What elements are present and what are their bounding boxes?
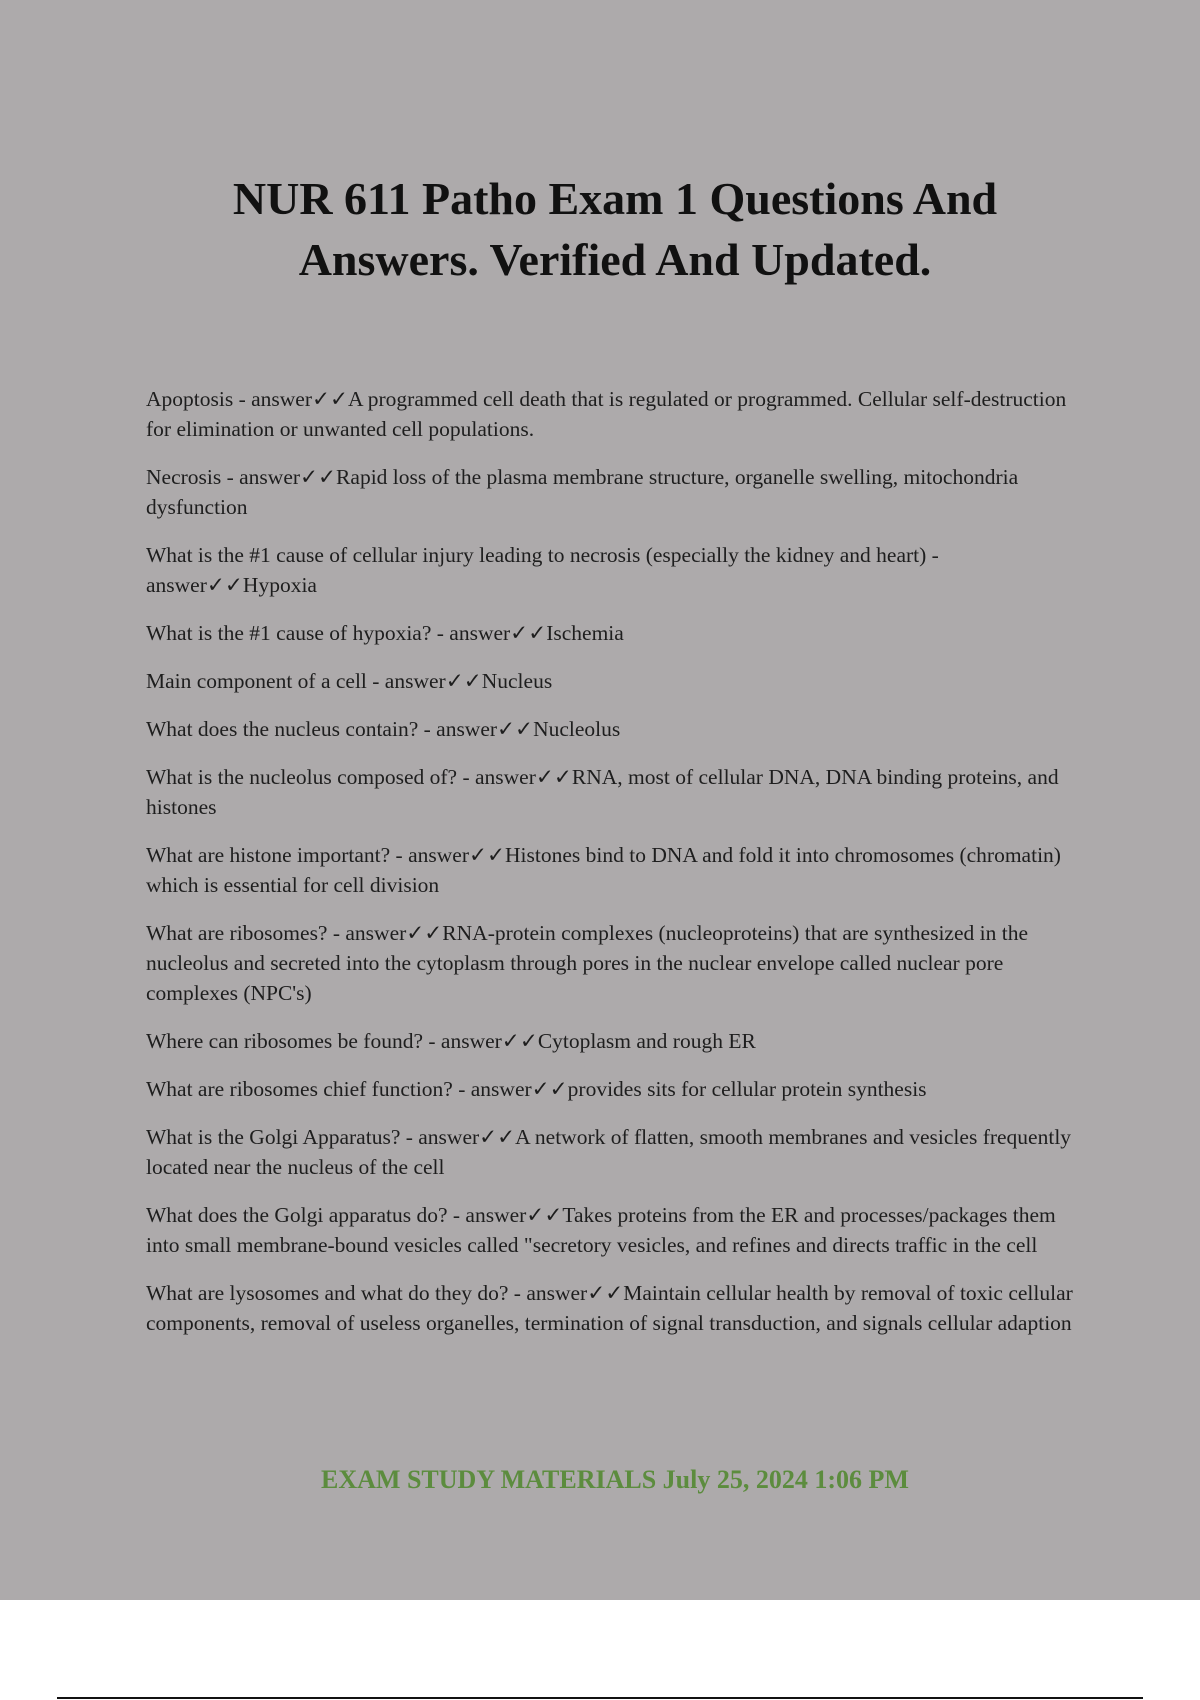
qa-entry: What are ribosomes chief function? - answer✓✓provides sits for cellular protein synthesis bbox=[146, 1077, 927, 1101]
qa-list bbox=[146, 384, 1086, 1356]
qa-entry: What is the #1 cause of hypoxia? - answer✓✓Ischemia bbox=[146, 621, 624, 645]
qa-entry: Main component of a cell - answer✓✓Nucleus bbox=[146, 669, 553, 693]
exam-footer-label: EXAM STUDY MATERIALS July 25, 2024 1:06 PM bbox=[321, 1465, 909, 1494]
qa-entry: What are lysosomes and what do they do? - answer✓✓Maintain cellular health by removal of toxic cellular components, removal of useless organelles, termination of signal transduction, and signals cellular adaption bbox=[146, 1281, 1073, 1335]
qa-entry: What does the Golgi apparatus do? - answer✓✓Takes proteins from the ER and processes/packages them into small membrane-bound vesicles called "secretory vesicles, and refines and directs traffic in the cell bbox=[146, 1203, 1056, 1257]
qa-entry: Where can ribosomes be found? - answer✓✓Cytoplasm and rough ER bbox=[146, 1029, 756, 1053]
qa-entry: Apoptosis - answer✓✓A programmed cell death that is regulated or programmed. Cellular self-destruction for elimination or unwanted cell populations. bbox=[146, 387, 1067, 441]
qa-entry: What are histone important? - answer✓✓Histones bind to DNA and fold it into chromosomes (chromatin) which is essential for cell division bbox=[146, 843, 1061, 897]
bottom-divider bbox=[57, 1697, 1143, 1699]
qa-entry: What is the #1 cause of cellular injury leading to necrosis (especially the kidney and heart) - answer✓✓Hypoxia bbox=[146, 543, 939, 597]
qa-entry: What is the Golgi Apparatus? - answer✓✓A network of flatten, smooth membranes and vesicles frequently located near the nucleus of the cell bbox=[146, 1125, 1072, 1179]
document-title: NUR 611 Patho Exam 1 Questions And Answers. Verified And Updated. bbox=[232, 173, 998, 285]
qa-entry: What is the nucleolus composed of? - answer✓✓RNA, most of cellular DNA, DNA binding proteins, and histones bbox=[146, 765, 1059, 819]
qa-entry: What does the nucleus contain? - answer✓✓Nucleolus bbox=[146, 717, 621, 741]
qa-entry: What are ribosomes? - answer✓✓RNA-protein complexes (nucleoproteins) that are synthesized in the nucleolus and secreted into the cytoplasm through pores in the nuclear envelope called nuclear pore complexes (NPC's) bbox=[146, 921, 1029, 1005]
qa-entry: Necrosis - answer✓✓Rapid loss of the plasma membrane structure, organelle swelling, mitochondria dysfunction bbox=[146, 465, 1019, 519]
